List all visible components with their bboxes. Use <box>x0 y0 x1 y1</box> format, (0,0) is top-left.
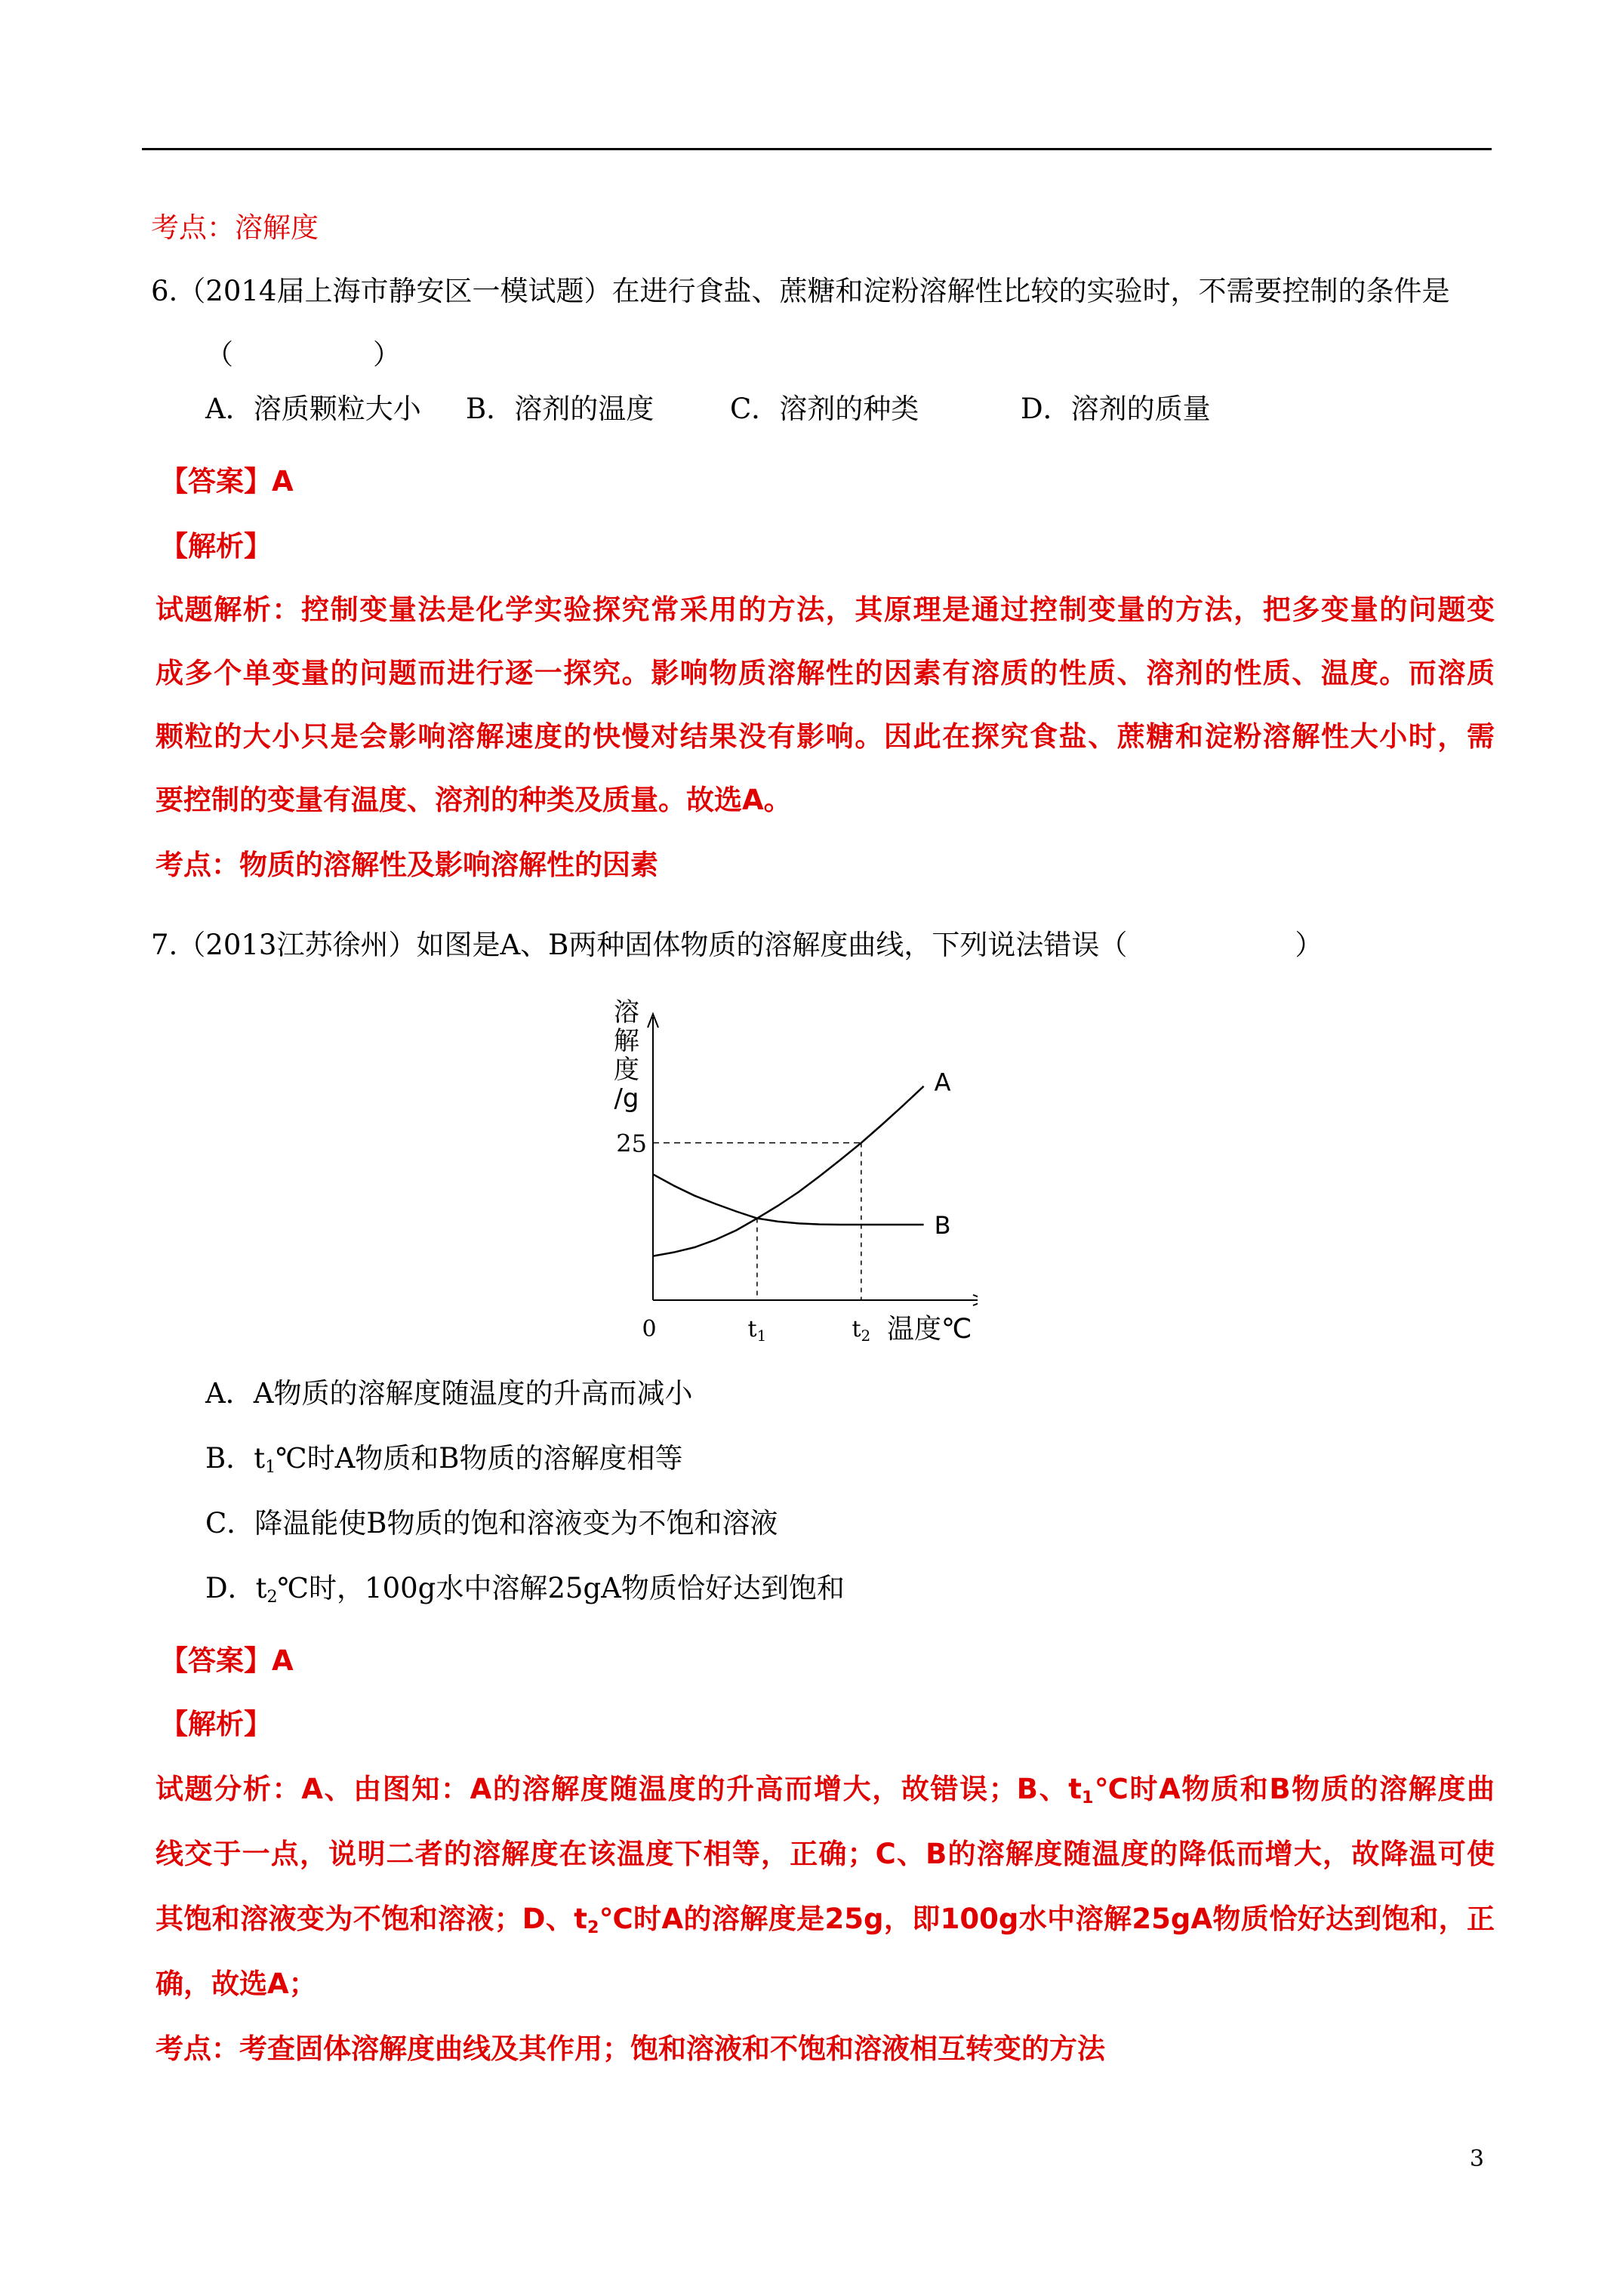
x-tick-label: $t_2$ <box>852 1316 871 1345</box>
y-axis-label: /g <box>614 1083 639 1114</box>
q6-analysis-line: 颗粒的大小只是会影响溶解速度的快慢对结果没有影响。因此在探究食盐、蔗糖和淀粉溶解性大小时，需 <box>156 720 1495 753</box>
q6-stem: 6.（2014届上海市静安区一模试题）在进行食盐、蔗糖和淀粉溶解性比较的实验时，不需要控制的条件是 <box>151 275 1450 307</box>
q6-option-b: B．溶剂的温度 <box>466 393 654 425</box>
q7-analysis-line: 线交于一点，说明二者的溶解度在该温度下相等，正确；C、B的溶解度随温度的降低而增大，故降温可使 <box>156 1838 1495 1870</box>
q7-analysis-line: 其饱和溶液变为不饱和溶液；D、$t_2℃$时A的溶解度是25g，即100g水中溶解25gA物质恰好达到饱和，正 <box>156 1903 1495 1937</box>
q7-option-a: A．A物质的溶解度随温度的升高而减小 <box>205 1377 693 1410</box>
series-b-label: B <box>934 1211 951 1240</box>
series-a-curve <box>653 1086 924 1256</box>
q7-analysis-line: 试题分析：A、由图知：A的溶解度随温度的升高而增大，故错误；B、$t_1℃$时A物质和B物质的溶解度曲 <box>156 1773 1495 1808</box>
q6-option-a: A．溶质颗粒大小 <box>205 393 421 425</box>
q6-options <box>205 391 1211 427</box>
q7-answer: 【答案】A <box>160 1644 294 1677</box>
q6-analysis-header: 【解析】 <box>160 530 272 562</box>
q7-option-d: D．$t_2℃$时，100g水中溶解25gA物质恰好达到饱和 <box>205 1572 845 1607</box>
y-axis-label: 度 <box>614 1055 639 1085</box>
q7-stem: 7.（2013江苏徐州）如图是A、B两种固体物质的溶解度曲线，下列说法错误（ ） <box>151 929 1323 961</box>
q6-analysis-line: 试题解析：控制变量法是化学实验探究常采用的方法，其原理是通过控制变量的方法，把多变量的问题变 <box>156 593 1495 626</box>
q6-answer: 【答案】A <box>160 465 294 498</box>
q7-option-c: C．降温能使B物质的饱和溶液变为不饱和溶液 <box>205 1507 778 1539</box>
q6-paren: （ ） <box>205 338 401 371</box>
x-tick-label: $t_1$ <box>747 1316 767 1345</box>
q7-option-b: B．$t_1℃$时A物质和B物质的溶解度相等 <box>205 1442 683 1477</box>
q6-option-d: D．溶剂的质量 <box>1021 393 1211 425</box>
header-rule <box>142 148 1492 150</box>
q7-keypoint: 考点：考查固体溶解度曲线及其作用；饱和溶液和不饱和溶液相互转变的方法 <box>156 2032 1105 2065</box>
x-axis-label: 温度℃ <box>887 1314 972 1345</box>
q7-analysis-header: 【解析】 <box>160 1708 272 1740</box>
page-number: 3 <box>1469 2146 1484 2172</box>
solubility-chart <box>600 989 978 1351</box>
q6-analysis-line: 要控制的变量有温度、溶剂的种类及质量。故选A。 <box>156 784 792 816</box>
x-tick-label: 0 <box>642 1316 657 1342</box>
y-tick-label: 25 <box>616 1129 647 1158</box>
y-axis-label: 解 <box>614 1026 639 1056</box>
q6-option-c: C．溶剂的种类 <box>730 393 919 425</box>
y-axis-label: 溶 <box>614 997 639 1028</box>
q6-analysis-line: 成多个单变量的问题而进行逐一探究。影响物质溶解性的因素有溶质的性质、溶剂的性质、温度。而溶质 <box>156 657 1495 689</box>
q5-keypoint: 考点：溶解度 <box>151 211 319 244</box>
q6-keypoint: 考点：物质的溶解性及影响溶解性的因素 <box>156 849 658 881</box>
series-a-label: A <box>934 1068 951 1097</box>
q7-analysis-line: 确，故选A； <box>156 1968 317 2000</box>
